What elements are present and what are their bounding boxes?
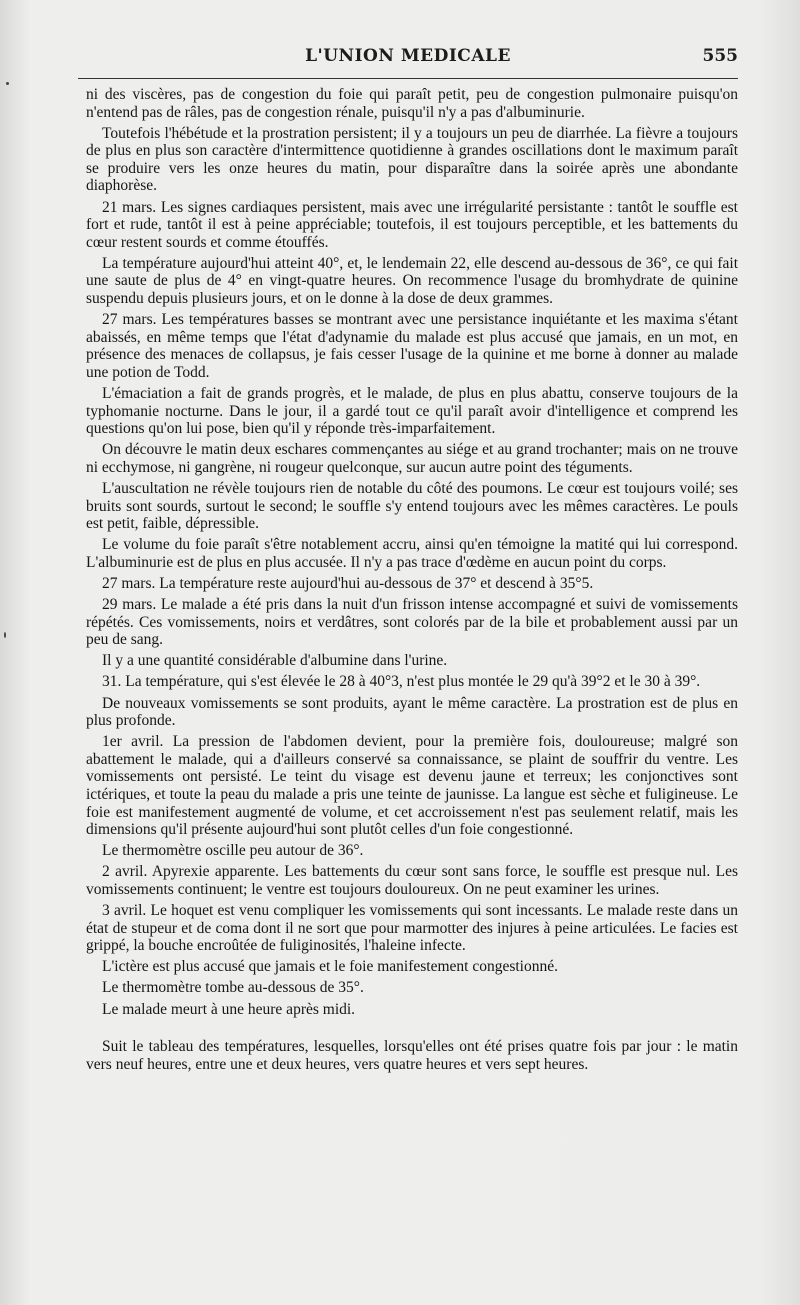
paragraph: 1er avril. La pression de l'abdomen devient, pour la première fois, douloureuse; malgré son abattement le malade, qui a d'ailleurs conservé sa connaissance, se plaint de souffrir du ventre. Les vomissements ont persisté. Le teint du visage est devenu jaune et terreux; les conjonctives sont ictériques, et toute la peau du malade a pris une teinte de jaunisse. La langue est sèche et fuligineuse. Le foie est manifestement augmenté de volume, et cet accroissement n'est pas seulement relatif, mais les dimensions qu'il présente aujourd'hui sont plutôt celles d'un foie congestionné.: [86, 733, 738, 839]
paragraph: 21 mars. Les signes cardiaques persistent, mais avec une irrégularité persistante : tantôt le souffle est fort et rude, tantôt il est à peine appréciable; toutefois, il est toujours perceptible, et les battements du cœur restent sourds et comme étouffés.: [86, 198, 738, 251]
paragraph: L'auscultation ne révèle toujours rien de notable du côté des poumons. Le cœur est toujours voilé; ses bruits sont sourds, surtout le second; le souffle s'y entend toujours avec les mêmes caractères. Le pouls est petit, faible, dépressible.: [86, 479, 738, 533]
paragraph: Le thermomètre tombe au-dessous de 35°.: [102, 979, 364, 997]
paragraph: Le thermomètre oscille peu autour de 36°.: [102, 842, 364, 860]
paragraph: 27 mars. La température reste aujourd'hui au-dessous de 37° et descend à 35°5.: [102, 574, 594, 592]
paragraph: ni des viscères, pas de congestion du foie qui paraît petit, peu de congestion pulmonaire puisqu'on n'entend pas de râles, pas de congestion rénale, puisqu'il n'y a pas d'albuminurie.: [86, 86, 738, 121]
paragraph: On découvre le matin deux eschares commençantes au siége et au grand trochanter; mais on ne trouve ni ecchymose, ni gangrène, ni rougeur quelconque, sur aucun autre point des téguments.: [86, 441, 738, 476]
paragraph: 27 mars. Les températures basses se montrant avec une persistance inquiétante et les maxima s'étant abaissés, en même temps que l'état d'adynamie du malade est plus accusé que jamais, en un mot, en présence des menaces de collapsus, je fais cesser l'usage de la quinine et me borne à donner au malade une potion de Todd.: [86, 311, 738, 381]
paragraph: Il y a une quantité considérable d'albumine dans l'urine.: [102, 652, 448, 670]
paper-speck: [6, 82, 9, 85]
paragraph: Toutefois l'hébétude et la prostration persistent; il y a toujours un peu de diarrhée. La fièvre a toujours de plus en plus son caractère d'intermittence quotidienne à grandes oscillations dont le maximum paraît se produire vers les onze heures du matin, pour disparaître dans la soirée après une abondante diaphorèse.: [86, 124, 738, 195]
header-rule: [78, 78, 738, 79]
paragraph: Le volume du foie paraît s'être notablement accru, ainsi qu'en témoigne la matité qui lui correspond. L'albuminurie est de plus en plus accusée. Il n'y a pas trace d'œdème en aucun point du corps.: [86, 536, 738, 571]
paper-speck: [4, 632, 6, 638]
paragraph: De nouveaux vomissements se sont produits, ayant le même caractère. La prostration est de plus en plus profonde.: [86, 694, 738, 730]
paragraph: La température aujourd'hui atteint 40°, et, le lendemain 22, elle descend au-dessous de 36°, ce qui fait une saute de plus de 4° en vingt-quatre heures. On recommence l'usage du bromhydrate de quinine suspendu depuis plusieurs jours, et on le donne à la dose de deux grammes.: [86, 254, 738, 308]
paragraph: L'émaciation a fait de grands progrès, et le malade, de plus en plus abattu, conserve toujours de la typhomanie nocturne. Dans le jour, il a gardé tout ce qu'il paraît avoir d'intelligence et comprend les questions qu'on lui pose, bien qu'il y réponde très-imparfaitement.: [86, 385, 738, 438]
paragraph: 31. La température, qui s'est élevée le 28 à 40°3, n'est plus montée le 29 qu'à 39°2 et le 30 à 39°.: [102, 673, 701, 691]
paragraph: Suit le tableau des températures, lesquelles, lorsqu'elles ont été prises quatre fois par jour : le matin vers neuf heures, entre une et deux heures, vers quatre heures et vers sept heures.: [86, 1038, 738, 1073]
paragraph: 2 avril. Apyrexie apparente. Les battements du cœur sont sans force, le souffle est presque nul. Les vomissements continuent; le ventre est toujours douloureux. On ne peut examiner les urines.: [86, 863, 738, 898]
paragraph: L'ictère est plus accusé que jamais et le foie manifestement congestionné.: [102, 958, 558, 976]
page-header: [78, 46, 738, 72]
paragraph: Le malade meurt à une heure après midi.: [102, 1000, 356, 1018]
paragraph: 29 mars. Le malade a été pris dans la nuit d'un frisson intense accompagné et suivi de vomissements répétés. Ces vomissements, noirs et verdâtres, sont colorés par de la bile et probablement aussi par un peu de sang.: [86, 596, 738, 649]
page-number: 555: [702, 46, 738, 66]
running-title: L'UNION MEDICALE: [305, 46, 511, 66]
article-body: [86, 86, 738, 1077]
paragraph: 3 avril. Le hoquet est venu compliquer les vomissements qui sont incessants. Le malade reste dans un état de stupeur et de coma dont il ne sort que pour marmotter des injures à peine articulées. Le facies est grippé, la bouche encroûtée de fuliginosités, l'haleine infecte.: [86, 902, 738, 955]
